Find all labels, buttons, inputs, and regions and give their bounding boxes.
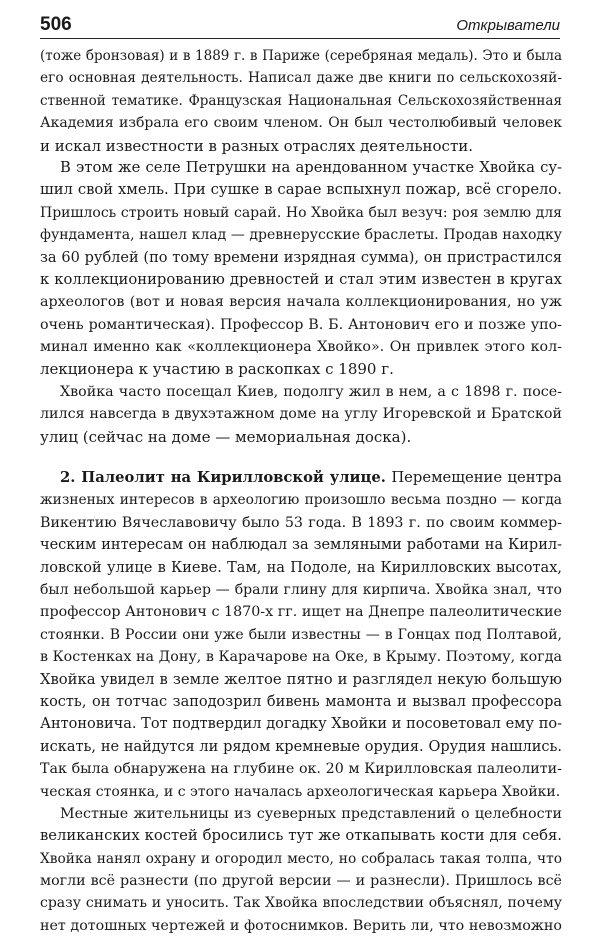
text-line: Академия избрала его своим членом. Он был честолюбивый человек bbox=[40, 115, 562, 132]
text-line: кость, он тотчас заподозрил бивень мамонта и вызвал профессора bbox=[40, 693, 562, 710]
text-line: археологов (вот и новая версия начала коллекционирования, но уж bbox=[40, 294, 562, 311]
text-line: Так была обнаружена на глубине ок. 20 м Кирилловская палеолити- bbox=[40, 761, 562, 778]
section-gap bbox=[40, 448, 562, 467]
text-line: в Костенках на Дону, в Карачарове на Оке, в Крыму. Поэтому, когда bbox=[40, 649, 562, 666]
paragraph bbox=[40, 381, 562, 448]
text-line: шил свой хмель. При сушке в сарае вспыхнул пожар, всё сгорело. bbox=[40, 181, 562, 199]
section-heading: 2. Палеолит на Кирилловской улице. bbox=[60, 469, 386, 487]
text-line: искать, не найдутся ли рядом кремневые орудия. Орудия нашлись. bbox=[40, 738, 562, 755]
heading-line-rest: Перемещение центра bbox=[385, 469, 562, 487]
paragraph bbox=[40, 45, 562, 157]
text-line: великанских костей бросились тут же откапывать кости для себя. bbox=[40, 827, 562, 845]
text-line: В этом же селе Петрушки на арендованном участке Хвойка су- bbox=[60, 158, 562, 176]
text-line: ческая стоянка, и с этого началась археологическая карьера Хвойки. bbox=[40, 783, 561, 800]
running-title: Открыватели bbox=[456, 17, 560, 34]
text-line: лился навсегда в двухэтажном доме на углу Игоревской и Братской bbox=[40, 406, 562, 423]
text-line: Пришлось строить новый сарай. Но Хвойка был везуч: роя землю для bbox=[40, 204, 562, 221]
text-line: и искал известности в разных отраслях деятельности. bbox=[40, 136, 474, 155]
text-line: сразу снимать и уносить. Так Хвойка впоследствии объяснял, почему bbox=[40, 895, 562, 912]
text-line: улиц (сейчас на доме — мемориальная доска). bbox=[40, 427, 412, 446]
text-line: ловской улице в Киеве. Там, на Подоле, на Кирилловских высотах, bbox=[40, 559, 562, 576]
text-line: Викентию Вячеславовичу было 53 года. В 1893 г. по своим коммер- bbox=[40, 514, 562, 531]
text-line: за 60 рублей (по тому времени изрядная сумма), он пристрастился bbox=[40, 249, 562, 266]
text-line: очень романтическая). Профессор В. Б. Антонович его и позже упо- bbox=[40, 316, 562, 333]
text-line: стоянки. В России они уже были известны — в Гонцах под Полтавой, bbox=[40, 626, 562, 643]
text-line: профессор Антонович с 1870-х гг. ищет на Днепре палеолитические bbox=[40, 604, 562, 621]
text-line: жизненых интересов в археологию произошло весьма поздно — когда bbox=[40, 492, 562, 509]
paragraph bbox=[40, 467, 562, 803]
paragraph bbox=[40, 803, 562, 937]
text-line: его основная деятельность. Написал даже две книги по сельскохозяй- bbox=[40, 70, 562, 87]
text-line: Местные жительницы из суеверных представлений о целебности bbox=[60, 805, 562, 822]
page-number: 506 bbox=[40, 14, 72, 35]
text-line: могли всё разнести (по другой версии — и разнесли). Пришлось всё bbox=[40, 873, 562, 890]
text-line: к коллекционированию древностей и стал этим известен в кругах bbox=[40, 270, 562, 288]
body-text bbox=[40, 45, 562, 937]
text-line: ческим интересам он наблюдал за земляными работами на Кирил- bbox=[40, 537, 562, 554]
text-line: Хвойка нанял охрану и огородил место, но собралась такая толпа, что bbox=[40, 850, 562, 867]
page-header bbox=[40, 14, 560, 39]
text-line: нет дотошных чертежей и фотоснимков. Верить ли, что невозможно bbox=[40, 917, 562, 934]
text-line: Антоновича. Тот подтвердил догадку Хвойки и посоветовал ему по- bbox=[40, 716, 562, 733]
text-line: ственной тематике. Французская Национальная Сельскохозяйственная bbox=[40, 92, 562, 109]
text-line: (тоже бронзовая) и в 1889 г. в Париже (серебряная медаль). Это и была bbox=[40, 48, 562, 64]
text-line bbox=[40, 467, 562, 489]
text-line: фундамента, нашел клад — древнерусские браслеты. Продав находку bbox=[40, 227, 562, 244]
text-line: Хвойка часто посещал Киев, подолгу жил в нем, а с 1898 г. посе- bbox=[60, 383, 562, 400]
text-line: Хвойка увидел в земле желтое пятно и разглядел некую большую bbox=[40, 670, 562, 688]
paragraph bbox=[40, 157, 562, 381]
text-line: был небольшой карьер — брали глину для кирпича. Хвойка знал, что bbox=[40, 581, 562, 598]
text-line: лекционера к участию в раскопках с 1890 г. bbox=[40, 360, 394, 379]
text-line: минал именно как «коллекционера Хвойко». Он привлек этого кол- bbox=[40, 339, 562, 356]
